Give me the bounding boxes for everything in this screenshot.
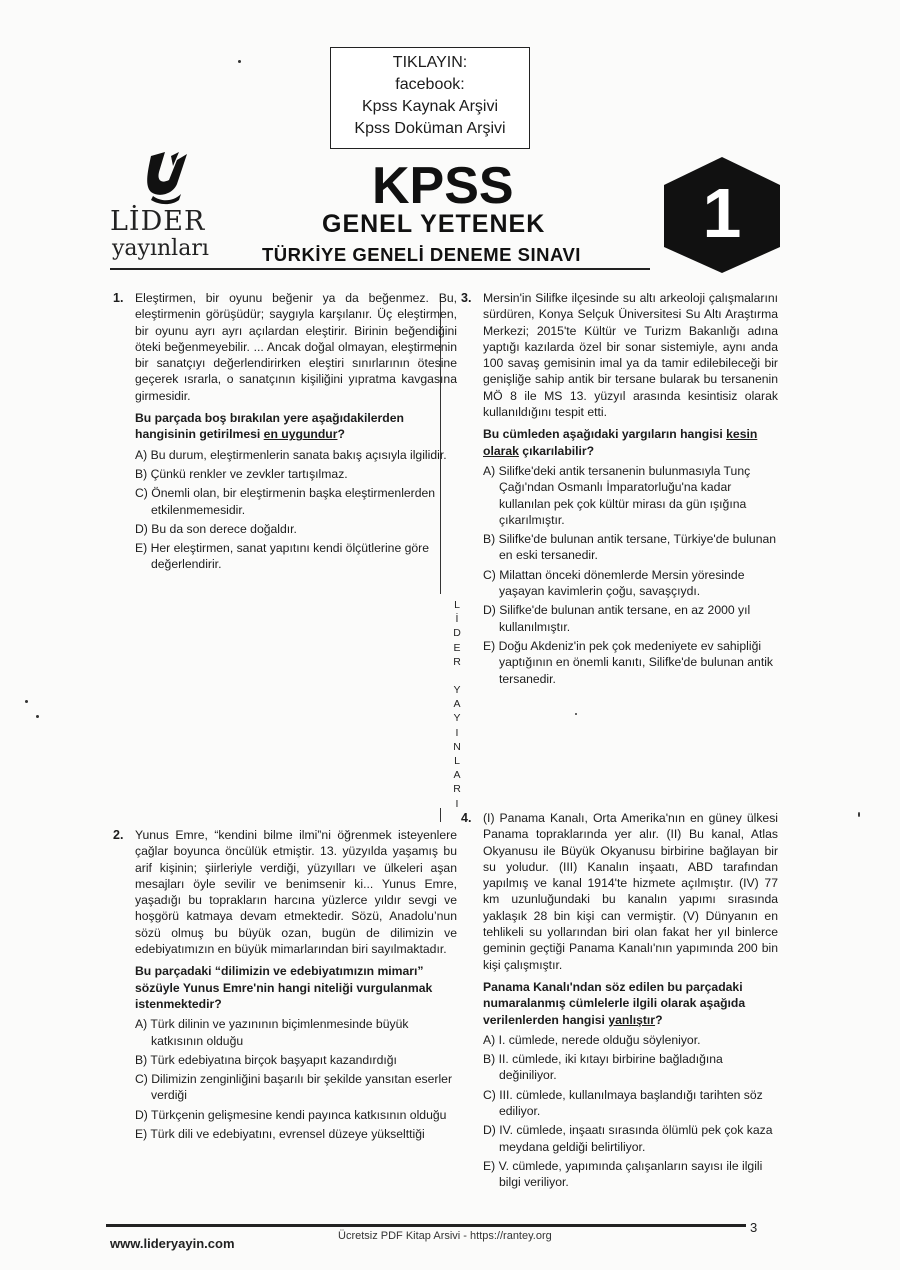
vertical-letter: A [453, 769, 461, 782]
free-archive-note: Ücretsiz PDF Kitap Arsivi - https://rantey.org [338, 1230, 552, 1242]
question-2 [113, 827, 457, 1145]
option-a[interactable]: A) Türk dilinin ve yazınının biçimlenmesinde büyük katkısının olduğu [135, 1017, 409, 1048]
booklet-badge [652, 155, 792, 275]
stem-emphasis: yanlıştır [608, 1012, 656, 1027]
promo-line-4: Kpss Doküman Arşivi [354, 120, 506, 137]
vertical-letter: L [454, 599, 460, 611]
footer-rule [106, 1224, 746, 1227]
promo-line-1: TIKLAYIN: [392, 54, 468, 71]
vertical-publisher-label [452, 598, 462, 811]
vertical-letter: R [453, 655, 461, 668]
column-divider-lower [440, 808, 441, 822]
option-c[interactable]: C) III. cümlede, kullanılmaya başlandığı tarihten söz ediliyor. [483, 1087, 763, 1119]
vertical-letter: Y [453, 712, 461, 725]
promo-line-2: facebook: [395, 76, 465, 93]
vertical-letter: D [453, 627, 461, 640]
stem-emphasis: en uygundur [263, 427, 338, 442]
answer-options [483, 463, 778, 687]
option-d[interactable]: D) Bu da son derece doğaldır. [135, 521, 297, 536]
option-e[interactable]: E) Her eleştirmen, sanat yapıtını kendi ölçütlerine göre değerlendirir. [135, 541, 429, 572]
vertical-letter: I [455, 726, 459, 739]
question-4 [461, 810, 778, 1194]
option-c[interactable]: C) Dilimizin zenginliğini başarılı bir şekilde yansıtan eserler verdiği [135, 1072, 452, 1103]
stem-text: Panama Kanalı'ndan söz edilen bu parçadaki numaralanmış cümlelerle ilgili olarak aşağıda verilenlerden hangisi [483, 979, 746, 1027]
question-stem [135, 410, 457, 443]
stem-text-end: ? [655, 1012, 663, 1027]
question-stem [483, 979, 778, 1028]
option-a[interactable]: A) Bu durum, eleştirmenlerin sanata bakış açısıyla ilgilidir. [135, 447, 447, 462]
logo-subtitle: yayınları [112, 236, 209, 261]
option-a[interactable]: A) Silifke'deki antik tersanenin bulunmasıyla Tunç Çağı'ndan Osmanlı İmparatorluğu'na kadar kullanılan pek çok kültür mirası da gün ışığına çıkarılmıştır. [483, 463, 751, 527]
answer-options [135, 447, 457, 573]
promo-line-3: Kpss Kaynak Arşivi [361, 98, 499, 115]
page-title: KPSS [372, 157, 514, 215]
scan-speck [858, 812, 860, 817]
option-e[interactable]: E) V. cümlede, yapımında çalışanların sayısı ile ilgili bilgi veriliyor. [483, 1158, 763, 1190]
question-stem [483, 426, 778, 459]
vertical-letter: İ [455, 613, 459, 626]
promo-box [330, 47, 530, 149]
stem-text: Bu parçadaki “dilimizin ve edebiyatımızın mimarı” sözüyle Yunus Emre'nin hangi niteliği vurgulanmak istenmektedir? [135, 964, 433, 1011]
vertical-letter: A [453, 698, 461, 711]
option-d[interactable]: D) IV. cümlede, inşaatı sırasında ölümlü pek çok kaza meydana geldiği belirtiliyor. [483, 1123, 773, 1154]
option-b[interactable]: B) Silifke'de bulunan antik tersane, Türkiye'de bulunan en eski tersanedir. [483, 532, 777, 563]
stem-text-end: ? [337, 427, 345, 442]
vertical-letter: I [455, 797, 459, 810]
stem-emphasis: kesin olarak [483, 427, 758, 458]
question-stem [135, 963, 457, 1012]
vertical-letter: R [453, 783, 461, 796]
vertical-letter: L [454, 755, 460, 768]
option-c[interactable]: C) Milattan önceki dönemlerde Mersin yöresinde yaşayan kavimlerin çoğu, savaşçıydı. [483, 567, 745, 599]
scan-speck [238, 60, 241, 63]
question-number: 1. [113, 291, 124, 305]
question-number: 4. [461, 811, 472, 825]
option-b[interactable]: B) II. cümlede, iki kıtayı birbirine bağladığına değiniliyor. [483, 1052, 723, 1083]
question-3 [461, 290, 778, 690]
lider-logo-icon [143, 150, 191, 205]
question-1 [113, 290, 457, 576]
vertical-letter: E [453, 641, 461, 654]
answer-options [483, 1032, 778, 1191]
option-e[interactable]: E) Doğu Akdeniz'in pek çok medeniyete ev sahipliği yaptığının en önemli kanıtı, Silifke'de bulunan antik tersanedir. [483, 638, 774, 686]
option-d[interactable]: D) Silifke'de bulunan antik tersane, en az 2000 yıl kullanılmıştır. [483, 603, 751, 634]
option-a[interactable]: A) I. cümlede, nerede olduğu söyleniyor. [483, 1032, 701, 1047]
question-number: 3. [461, 291, 472, 305]
question-passage: Yunus Emre, “kendini bilme ilmi”ni öğrenmek isteyenlere çağlar boyunca öncülük etmiştir. 13. yüzyılda yaşamış bu arif kişinin; şiirleriyle verdiği, yüzyılları ve ülkeleri aşan mesajları öyle sevilir ve benimsenir ki... Yunus Emre, yaşadığı bu toprakların harcına yüzlerce yıldır sevgi ve hoşgörü katmaya devam etmektedir. Sözü, Anadolu’nun sözü olmuş bu büyük ozan, bugün de dilimizin ve edebiyatımızın en büyük mimarlarından biri sayılmaktadır. [135, 828, 457, 957]
option-e[interactable]: E) Türk dili ve edebiyatını, evrensel düzeye yükselttiği [135, 1127, 425, 1142]
stem-text-end: çıkarılabilir? [518, 443, 595, 458]
question-passage: Eleştirmen, bir oyunu beğenir ya da beğenmez. Bu, eleştirmenin görüşüdür; saygıyla karşılanır. Üç eleştirmen, bir oyunu ayrı ayrı açılardan eleştirir. Birinin beğendiğini öteki beğenmeyebilir. ... Ancak doğal olmayan, eleştirmenin bir sanatçıyı değerlendirirken eleştiri sınırlarının ötesine geçerek ısrarla, o sanatçının kişiliğini yıpratma kavgasına girmesidir. [135, 291, 457, 403]
stem-text: Bu cümleden aşağıdaki yargıların hangisi [483, 427, 727, 442]
vertical-letter: N [453, 740, 461, 753]
header-rule [110, 268, 650, 270]
publisher-website-link[interactable]: www.lideryayin.com [110, 1236, 235, 1251]
option-d[interactable]: D) Türkçenin gelişmesine kendi payınca katkısının olduğu [135, 1107, 447, 1122]
question-passage: Mersin'in Silifke ilçesinde su altı arkeoloji çalışmalarını sürdüren, Konya Selçuk Üniversitesi Su Altı Araştırma Merkezi; 2015'te Kültür ve Turizm Bakanlığı adına yaptığı kazılarda özel bir sonar sistemiyle, aynı anda 100 savaş gemisinin imal ya da tamir edilebileceği bir genişliğe sahip antik bir tersane bularak bu tersanenin MÖ 8 ile MS 13. yüzyıl arasında kesintisiz olarak kullanıldığını tespit etti. [483, 291, 778, 420]
option-c[interactable]: C) Önemli olan, bir eleştirmenin başka eleştirmenlerden etkilenmemesidir. [135, 486, 436, 517]
option-b[interactable]: B) Çünkü renkler ve zevkler tartışılmaz. [135, 466, 348, 481]
exam-subtitle: GENEL YETENEK [322, 210, 546, 238]
booklet-number: 1 [702, 174, 742, 252]
vertical-letter [452, 669, 462, 683]
exam-name: TÜRKİYE GENELİ DENEME SINAVI [262, 244, 581, 265]
option-b[interactable]: B) Türk edebiyatına birçok başyapıt kazandırdığı [135, 1052, 397, 1067]
logo-name: LİDER [110, 206, 206, 237]
question-passage: (I) Panama Kanalı, Orta Amerika'nın en güney ülkesi Panama topraklarında yer alır. (II) Bu kanal, Atlas Okyanusu ile Büyük Okyanusu birbirine bağlayan bir su yoludur. (III) Kanalın inşaatı, ABD tarafından yapılmış ve kanal 1914'te hizmete açılmıştır. (IV) 77 km uzunluğundaki bu kanalın yapımı sırasında yaklaşık 28 bin kişi can vermiştir. (V) Dünyanın en tehlikeli su yollarından biri olan fakat her yıl binlerce geminin geçtiği Panama Kanalı'nın yapımında 200 bin kişi çalışmıştır. [483, 811, 778, 972]
scan-speck [575, 713, 577, 715]
stem-text: Bu parçada boş bırakılan yere aşağıdakilerden hangisinin getirilmesi [135, 411, 404, 442]
vertical-letter: Y [453, 684, 461, 697]
question-number: 2. [113, 828, 124, 842]
answer-options [135, 1016, 457, 1142]
scan-speck [36, 715, 39, 718]
scan-speck [25, 700, 28, 703]
page-number: 3 [750, 1220, 758, 1235]
